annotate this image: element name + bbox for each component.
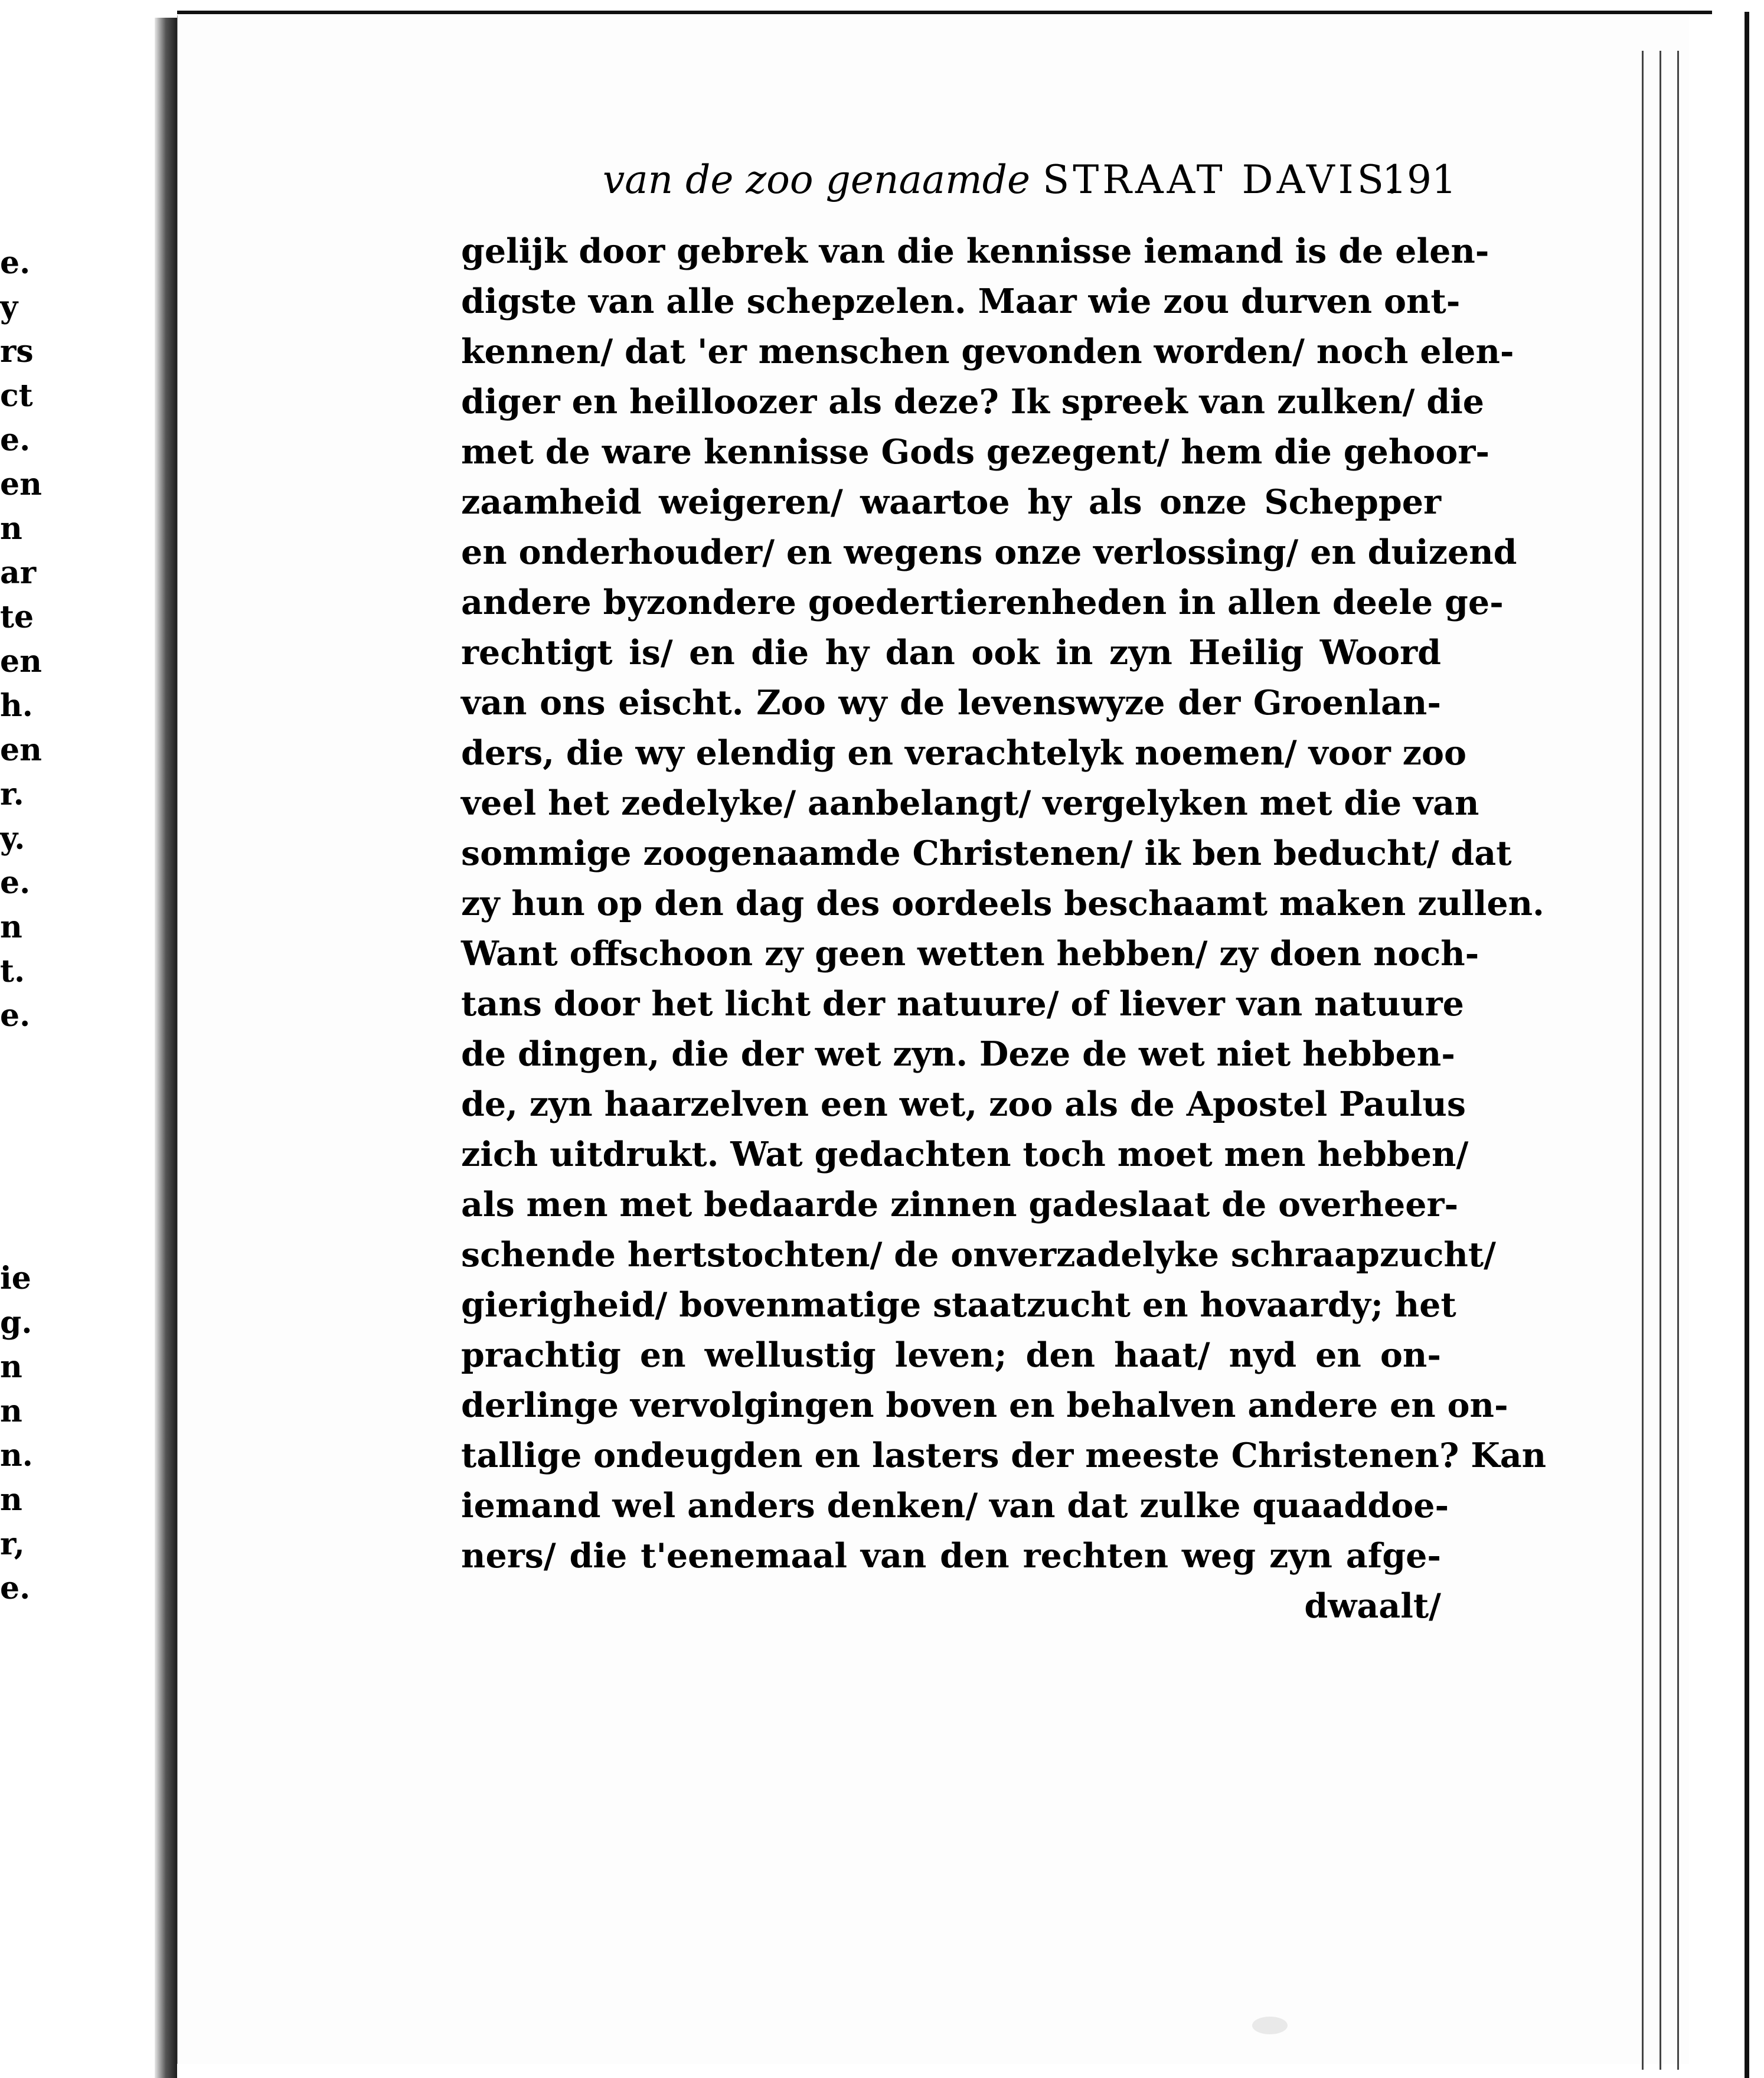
text-line: derlinge vervolgingen boven en behalven andere en on-	[461, 1386, 1508, 1425]
text-line: zaamheid weigeren/ waartoe hy als onze Schepper	[461, 482, 1441, 522]
facing-page-fragment-char: n.	[0, 1437, 33, 1473]
facing-page-fragment-char: e.	[0, 865, 31, 901]
facing-page-fragment-char: e.	[0, 1570, 31, 1606]
facing-page-fragment-char: n	[0, 1482, 22, 1518]
facing-page-fragment	[0, 0, 177, 2078]
facing-page-fragment-char: g.	[0, 1305, 32, 1341]
text-line: zich uitdrukt. Wat gedachten toch moet men hebben/	[461, 1135, 1469, 1174]
gutter-shadow	[155, 18, 177, 2078]
text-line: gelijk door gebrek van die kennisse iemand is de elen-	[461, 231, 1489, 271]
facing-page-fragment-char: n	[0, 909, 22, 945]
text-line: iemand wel anders denken/ van dat zulke quaaddoe-	[461, 1486, 1449, 1525]
text-line: als men met bedaarde zinnen gadeslaat de overheer-	[461, 1185, 1459, 1224]
facing-page-fragment-char: e.	[0, 422, 31, 458]
text-line: en onderhouder/ en wegens onze verlossing/ en duizend	[461, 532, 1517, 572]
text-line: van ons eischt. Zoo wy de levenswyze der Groenlan-	[461, 683, 1441, 723]
running-head-title: STRAAT DAVIS.	[1043, 157, 1402, 202]
facing-page-fragment-char: en	[0, 643, 42, 679]
text-line: andere byzondere goedertierenheden in allen deele ge-	[461, 583, 1504, 622]
text-line: sommige zoogenaamde Christenen/ ik ben beducht/ dat	[461, 834, 1512, 873]
page-edge-line	[1642, 51, 1644, 2070]
running-head	[603, 157, 1441, 210]
text-line: zy hun op den dag des oordeels beschaamt maken zullen.	[461, 884, 1544, 923]
facing-page-fragment-char: ar	[0, 555, 37, 591]
text-line: ders, die wy elendig en verachtelyk noemen/ voor zoo	[461, 733, 1467, 773]
facing-page-fragment-char: e.	[0, 998, 31, 1034]
text-line: dwaalt/	[1304, 1586, 1441, 1626]
book-page	[177, 15, 1689, 2064]
text-line: ners/ die t'eenemaal van den rechten weg zyn afge-	[461, 1536, 1441, 1576]
facing-page-fragment-char: y	[0, 289, 18, 325]
text-line: diger en heilloozer als deze? Ik spreek van zulken/ die	[461, 382, 1485, 422]
text-line: schende hertstochten/ de onverzadelyke schraapzucht/	[461, 1235, 1497, 1275]
text-line: met de ware kennisse Gods gezegent/ hem die gehoor-	[461, 432, 1490, 472]
facing-page-fragment-char: r.	[0, 776, 24, 812]
facing-page-fragment-char: e.	[0, 245, 31, 281]
facing-page-fragment-char: h.	[0, 688, 33, 724]
facing-page-fragment-char: n	[0, 1349, 22, 1385]
facing-page-fragment-char: rs	[0, 334, 34, 370]
running-head-italic: van de zoo genaamde	[603, 157, 1031, 202]
text-line: prachtig en wellustig leven; den haat/ nyd en on-	[461, 1335, 1441, 1375]
facing-page-fragment-char: en	[0, 732, 42, 768]
text-line: de dingen, die der wet zyn. Deze de wet niet hebben-	[461, 1034, 1455, 1074]
facing-page-fragment-char: en	[0, 466, 42, 502]
text-line: de, zyn haarzelven een wet, zoo als de Apostel Paulus	[461, 1084, 1466, 1124]
facing-page-fragment-char: t.	[0, 953, 25, 989]
text-line: tans door het licht der natuure/ of liever van natuure	[461, 984, 1464, 1024]
scan-border-top	[153, 11, 1712, 14]
facing-page-fragment-char: ie	[0, 1260, 31, 1296]
facing-page-fragment-char: n	[0, 511, 22, 547]
text-line: Want offschoon zy geen wetten hebben/ zy doen noch-	[461, 934, 1479, 973]
text-line: digste van alle schepzelen. Maar wie zou durven ont-	[461, 282, 1461, 321]
paper-smudge	[1252, 2017, 1288, 2034]
facing-page-fragment-char: ct	[0, 378, 33, 414]
page-number: 191	[1382, 157, 1456, 202]
facing-page-fragment-char: n	[0, 1393, 22, 1429]
facing-page-fragment-char: y.	[0, 821, 25, 857]
text-line: rechtigt is/ en die hy dan ook in zyn Heilig Woord	[461, 633, 1441, 672]
text-line: tallige ondeugden en lasters der meeste Christenen? Kan	[461, 1436, 1547, 1475]
text-line: kennen/ dat 'er menschen gevonden worden/ noch elen-	[461, 332, 1514, 371]
facing-page-fragment-char: r,	[0, 1526, 25, 1562]
text-line: gierigheid/ bovenmatige staatzucht en hovaardy; het	[461, 1285, 1456, 1325]
scan-border-right	[1745, 12, 1749, 2078]
page-edge-line	[1660, 51, 1661, 2070]
text-line: veel het zedelyke/ aanbelangt/ vergelyken met die van	[461, 783, 1479, 823]
facing-page-fragment-char: te	[0, 599, 34, 635]
page-edge-line	[1677, 51, 1679, 2070]
